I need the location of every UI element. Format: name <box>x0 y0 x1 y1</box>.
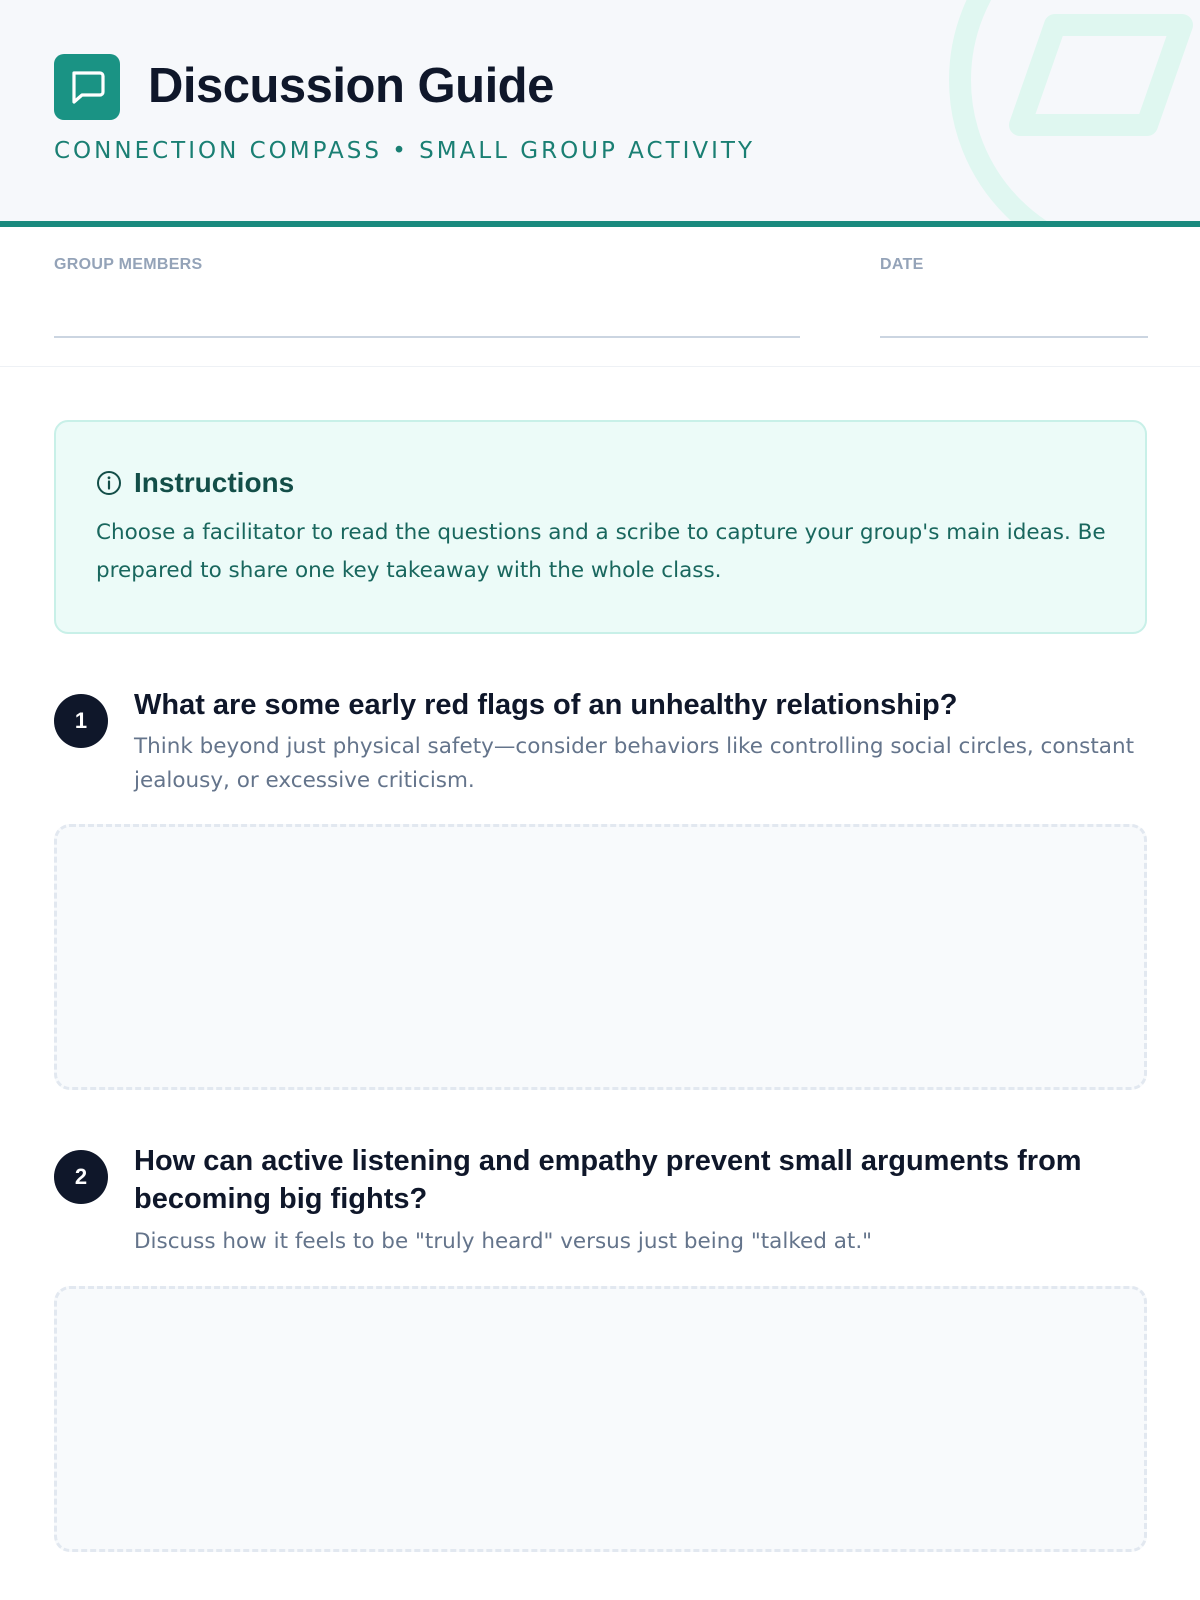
page-header <box>0 0 1200 227</box>
compass-icon <box>940 0 1200 221</box>
question-number: 2 <box>54 1150 108 1204</box>
chat-bubble-icon <box>54 54 120 120</box>
info-icon <box>96 470 122 496</box>
question-number: 1 <box>54 694 108 748</box>
answer-box[interactable] <box>54 1286 1147 1552</box>
instructions-title: Instructions <box>134 467 295 498</box>
group-members-field[interactable] <box>54 336 800 338</box>
instructions-panel <box>54 420 1147 634</box>
page-title: Discussion Guide <box>148 59 554 113</box>
question-hint: Discuss how it feels to be "truly heard" versus just being "talked at." <box>134 1229 873 1254</box>
date-field[interactable] <box>880 336 1148 338</box>
page-subtitle: CONNECTION COMPASS • SMALL GROUP ACTIVITY <box>54 138 756 164</box>
question-title: How can active listening and empathy prevent small arguments from becoming big fights? <box>134 1145 1082 1215</box>
question-hint: Think beyond just physical safety—consider behaviors like controlling social circles, constant jealousy, or excessive criticism. <box>134 734 1135 793</box>
meta-divider <box>0 366 1200 367</box>
instructions-body: Choose a facilitator to read the questions and a scribe to capture your group's main ideas. Be prepared to share one key takeaway with the whole class. <box>96 520 1106 583</box>
question-title: What are some early red flags of an unhealthy relationship? <box>134 689 958 721</box>
group-members-label: GROUP MEMBERS <box>54 256 203 273</box>
date-label: DATE <box>880 256 924 273</box>
answer-box[interactable] <box>54 824 1147 1090</box>
